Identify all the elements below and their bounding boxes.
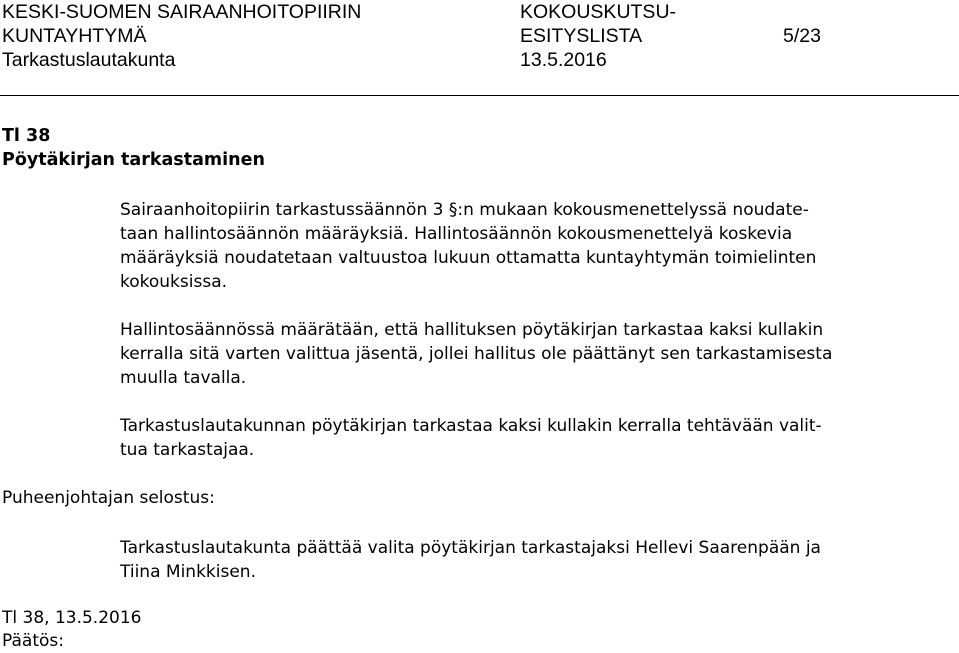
header-page-number: 5/23 <box>783 25 821 47</box>
paragraph-line: Tarkastuslautakunta päättää valita pöytäkirjan tarkastajaksi Hellevi Saarenpään ja <box>120 538 821 558</box>
decision-reference: Tl 38, 13.5.2016 <box>2 608 142 628</box>
header-divider <box>0 95 959 96</box>
chair-statement-text <box>120 536 952 584</box>
paragraph-line: taan hallintosäännön määräyksiä. Hallintosäännön kokousmenettelyä koskevia <box>120 224 793 244</box>
decision-label: Päätös: <box>2 631 64 651</box>
paragraph-line: määräyksiä noudatetaan valtuustoa lukuun ottamatta kuntayhtymän toimielinten <box>120 248 817 268</box>
header-doc-type-line2: ESITYSLISTA <box>520 25 643 47</box>
paragraph-line: muulla tavalla. <box>120 368 247 388</box>
paragraph-line: Hallintosäännössä määrätään, että hallituksen pöytäkirjan tarkastaa kaksi kullakin <box>120 320 824 340</box>
paragraph-1 <box>120 198 952 294</box>
header-doc-type-line1: KOKOUSKUTSU- <box>520 1 677 23</box>
item-number: Tl 38 <box>2 126 51 146</box>
paragraph-line: tua tarkastajaa. <box>120 440 255 460</box>
paragraph-line: Tiina Minkkisen. <box>120 562 256 582</box>
paragraph-2 <box>120 318 952 390</box>
paragraph-line: kerralla sitä varten valittua jäsentä, jollei hallitus ole päättänyt sen tarkastamisesta <box>120 344 833 364</box>
header-organization-line1: KESKI-SUOMEN SAIRAANHOITOPIIRIN <box>2 1 362 23</box>
item-title: Pöytäkirjan tarkastaminen <box>2 150 265 170</box>
paragraph-line: Sairaanhoitopiirin tarkastussäännön 3 §:n mukaan kokousmenettelyssä noudate- <box>120 200 809 220</box>
chair-statement-label: Puheenjohtajan selostus: <box>2 488 215 508</box>
header-body-name: Tarkastuslautakunta <box>2 49 176 71</box>
paragraph-3 <box>120 414 952 462</box>
paragraph-line: kokouksissa. <box>120 272 228 292</box>
header-date: 13.5.2016 <box>520 49 607 71</box>
paragraph-line: Tarkastuslautakunnan pöytäkirjan tarkastaa kaksi kullakin kerralla tehtävään valit- <box>120 416 822 436</box>
header-organization-line2: KUNTAYHTYMÄ <box>2 25 147 47</box>
